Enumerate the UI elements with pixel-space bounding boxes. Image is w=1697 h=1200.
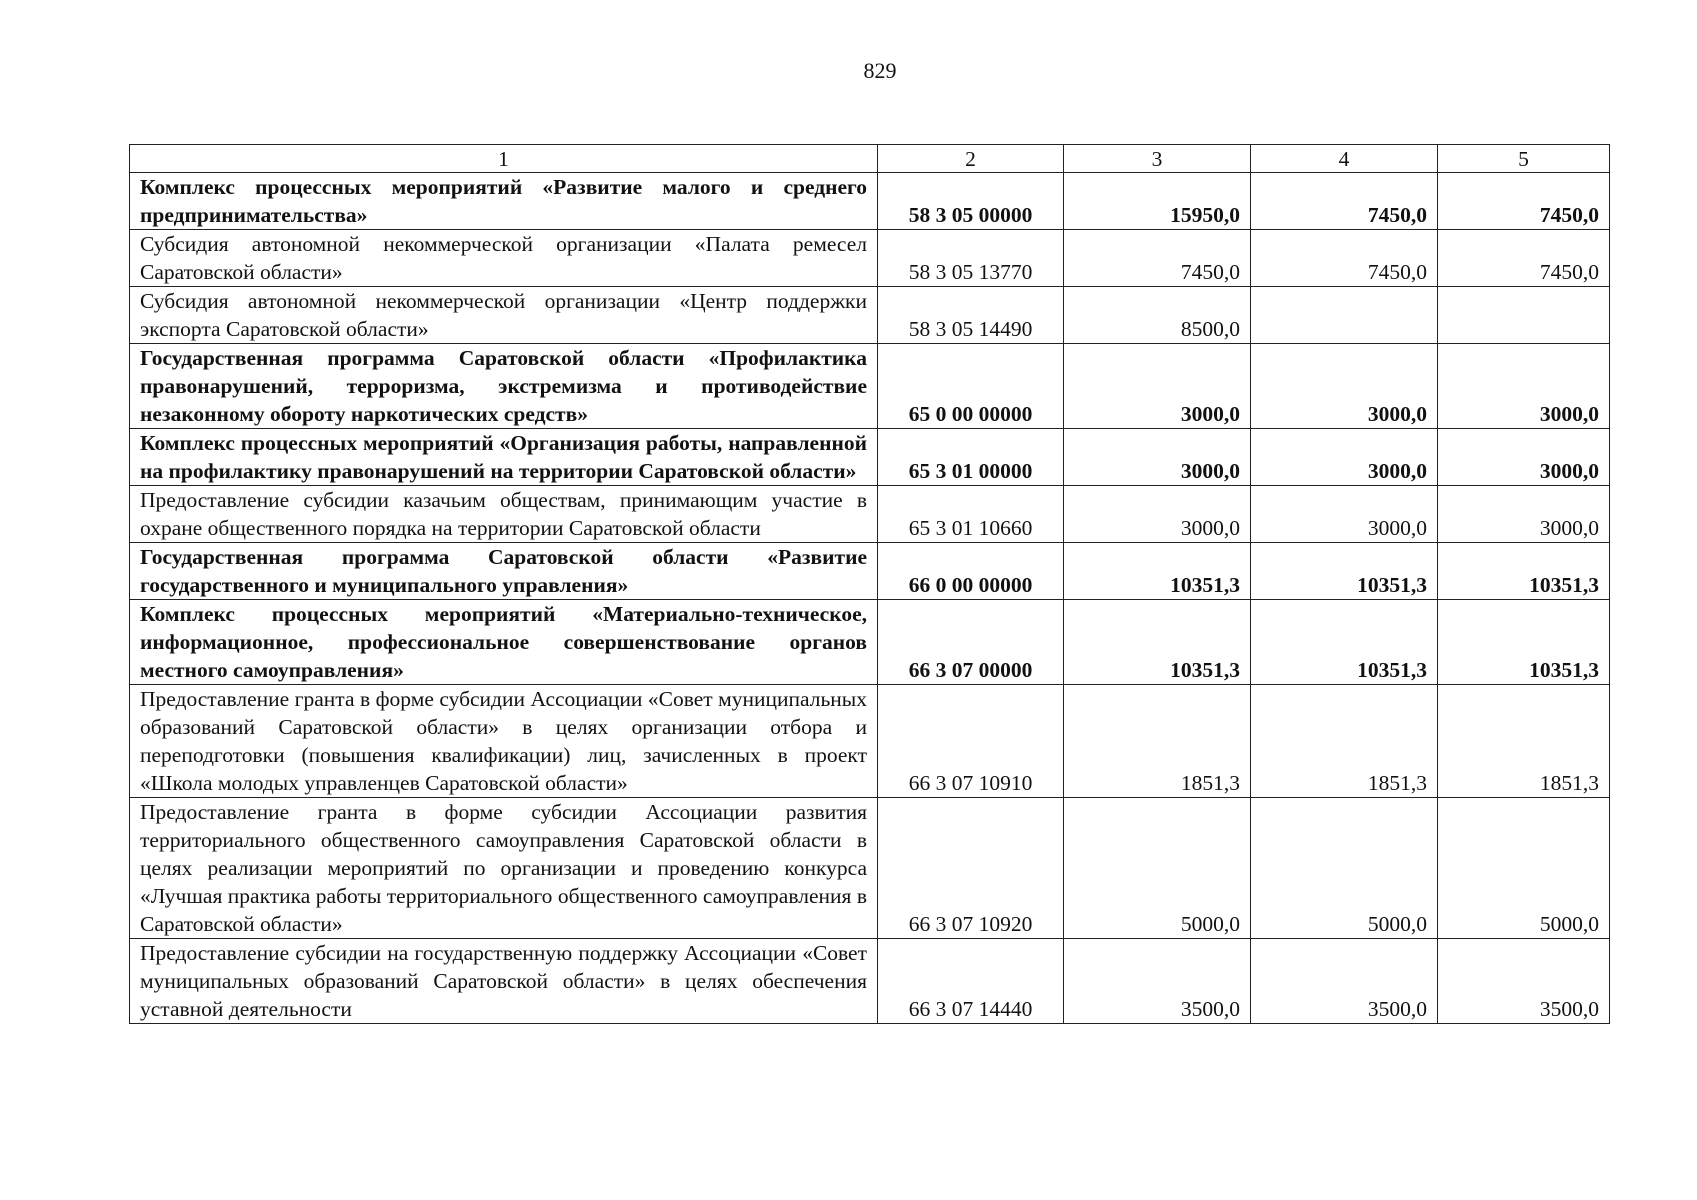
- row-code: 66 3 07 10920: [878, 798, 1064, 939]
- budget-table: [129, 144, 1610, 1024]
- row-value-col3: 8500,0: [1064, 287, 1251, 344]
- row-value-col4: 7450,0: [1251, 230, 1438, 287]
- column-header-2: 2: [878, 145, 1064, 173]
- page-number: 829: [863, 58, 897, 83]
- row-value-col5: 1851,3: [1438, 685, 1610, 798]
- row-code: 65 0 00 00000: [878, 344, 1064, 429]
- row-value-col4: 3000,0: [1251, 486, 1438, 543]
- row-value-col3: 3000,0: [1064, 344, 1251, 429]
- row-value-col3: 1851,3: [1064, 685, 1251, 798]
- row-code: 66 3 07 14440: [878, 939, 1064, 1024]
- row-description: Государственная программа Саратовской области «Развитие государственного и муниципального управления»: [130, 543, 878, 600]
- row-description: Предоставление субсидии на государственную поддержку Ассоциации «Совет муниципальных образований Саратовской области» в целях обеспечения уставной деятельности: [130, 939, 878, 1024]
- row-code: 66 3 07 00000: [878, 600, 1064, 685]
- row-description: Субсидия автономной некоммерческой организации «Центр поддержки экспорта Саратовской области»: [130, 287, 878, 344]
- row-value-col5: 3500,0: [1438, 939, 1610, 1024]
- row-code: 58 3 05 13770: [878, 230, 1064, 287]
- row-description: Комплекс процессных мероприятий «Организация работы, направленной на профилактику правонарушений на территории Саратовской области»: [130, 429, 878, 486]
- table-header-row: [130, 145, 1610, 173]
- row-value-col3: 10351,3: [1064, 543, 1251, 600]
- row-code: 66 0 00 00000: [878, 543, 1064, 600]
- table-row: [130, 287, 1610, 344]
- row-value-col3: 3500,0: [1064, 939, 1251, 1024]
- row-value-col4: 5000,0: [1251, 798, 1438, 939]
- row-code: 66 3 07 10910: [878, 685, 1064, 798]
- row-code: 58 3 05 14490: [878, 287, 1064, 344]
- row-description: Субсидия автономной некоммерческой организации «Палата ремесел Саратовской области»: [130, 230, 878, 287]
- table-row: [130, 486, 1610, 543]
- table-row: [130, 600, 1610, 685]
- row-value-col3: 7450,0: [1064, 230, 1251, 287]
- row-value-col3: 15950,0: [1064, 173, 1251, 230]
- table-row: [130, 685, 1610, 798]
- row-value-col3: 10351,3: [1064, 600, 1251, 685]
- row-value-col5: 7450,0: [1438, 230, 1610, 287]
- row-code: 65 3 01 10660: [878, 486, 1064, 543]
- table-row: [130, 939, 1610, 1024]
- table-row: [130, 173, 1610, 230]
- row-description: Комплекс процессных мероприятий «Материально-техническое, информационное, профессиональное совершенствование органов местного самоуправления»: [130, 600, 878, 685]
- table-row: [130, 344, 1610, 429]
- row-code: 58 3 05 00000: [878, 173, 1064, 230]
- row-value-col4: 10351,3: [1251, 600, 1438, 685]
- table-row: [130, 543, 1610, 600]
- row-value-col4: 1851,3: [1251, 685, 1438, 798]
- row-value-col5: 10351,3: [1438, 600, 1610, 685]
- row-value-col4: 7450,0: [1251, 173, 1438, 230]
- table-row: [130, 798, 1610, 939]
- column-header-3: 3: [1064, 145, 1251, 173]
- column-header-5: 5: [1438, 145, 1610, 173]
- column-header-4: 4: [1251, 145, 1438, 173]
- row-code: 65 3 01 00000: [878, 429, 1064, 486]
- row-value-col4: [1251, 287, 1438, 344]
- row-value-col5: 3000,0: [1438, 486, 1610, 543]
- row-value-col3: 3000,0: [1064, 486, 1251, 543]
- row-description: Предоставление гранта в форме субсидии Ассоциации развития территориального общественного самоуправления Саратовской области в целях реализации мероприятий по организации и проведению конкурса «Лучшая практика работы территориального общественного самоуправления в Саратовской области»: [130, 798, 878, 939]
- row-value-col5: [1438, 287, 1610, 344]
- row-description: Предоставление гранта в форме субсидии Ассоциации «Совет муниципальных образований Саратовской области» в целях организации отбора и переподготовки (повышения квалификации) лиц, зачисленных в проект «Школа молодых управленцев Саратовской области»: [130, 685, 878, 798]
- row-description: Комплекс процессных мероприятий «Развитие малого и среднего предпринимательства»: [130, 173, 878, 230]
- row-value-col4: 3000,0: [1251, 429, 1438, 486]
- table-row: [130, 230, 1610, 287]
- row-value-col5: 7450,0: [1438, 173, 1610, 230]
- row-value-col5: 3000,0: [1438, 429, 1610, 486]
- row-value-col4: 10351,3: [1251, 543, 1438, 600]
- row-value-col4: 3000,0: [1251, 344, 1438, 429]
- row-value-col5: 10351,3: [1438, 543, 1610, 600]
- table-row: [130, 429, 1610, 486]
- row-description: Предоставление субсидии казачьим обществам, принимающим участие в охране общественного порядка на территории Саратовской области: [130, 486, 878, 543]
- row-value-col5: 5000,0: [1438, 798, 1610, 939]
- row-value-col5: 3000,0: [1438, 344, 1610, 429]
- row-value-col4: 3500,0: [1251, 939, 1438, 1024]
- row-value-col3: 5000,0: [1064, 798, 1251, 939]
- row-value-col3: 3000,0: [1064, 429, 1251, 486]
- row-description: Государственная программа Саратовской области «Профилактика правонарушений, терроризма, экстремизма и противодействие незаконному обороту наркотических средств»: [130, 344, 878, 429]
- column-header-1: 1: [130, 145, 878, 173]
